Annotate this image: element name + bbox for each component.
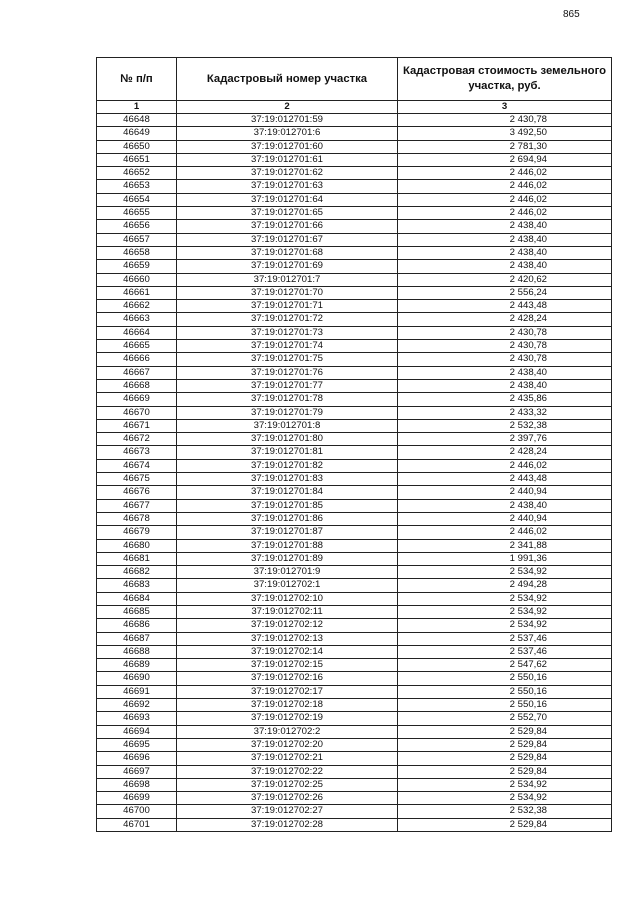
cadastral-number: 37:19:012701:71 [177, 300, 398, 313]
cadastral-value: 2 529,84 [398, 765, 612, 778]
table-row [97, 300, 612, 313]
cadastral-value: 2 446,02 [398, 193, 612, 206]
table-row [97, 699, 612, 712]
row-index: 46685 [97, 605, 177, 618]
table-row [97, 286, 612, 299]
cadastral-value: 2 550,16 [398, 672, 612, 685]
table-row [97, 486, 612, 499]
cadastral-value: 2 534,92 [398, 592, 612, 605]
row-index: 46661 [97, 286, 177, 299]
header-row [97, 58, 612, 101]
row-index: 46699 [97, 792, 177, 805]
row-index: 46673 [97, 446, 177, 459]
cadastral-number: 37:19:012702:11 [177, 605, 398, 618]
cadastral-value: 2 534,92 [398, 778, 612, 791]
table-row [97, 752, 612, 765]
cadastral-number: 37:19:012702:2 [177, 725, 398, 738]
cadastral-number: 37:19:012702:26 [177, 792, 398, 805]
cadastral-number: 37:19:012701:68 [177, 246, 398, 259]
cadastral-number: 37:19:012701:76 [177, 366, 398, 379]
row-index: 46675 [97, 473, 177, 486]
row-index: 46689 [97, 659, 177, 672]
cadastral-value: 2 550,16 [398, 685, 612, 698]
cadastral-value: 2 438,40 [398, 260, 612, 273]
cadastral-number: 37:19:012701:60 [177, 140, 398, 153]
table-row [97, 153, 612, 166]
cadastral-number: 37:19:012702:1 [177, 579, 398, 592]
column-number: 3 [398, 101, 612, 114]
cadastral-number: 37:19:012702:10 [177, 592, 398, 605]
cadastral-value: 2 532,38 [398, 805, 612, 818]
cadastral-value: 2 446,02 [398, 167, 612, 180]
cadastral-number: 37:19:012701:82 [177, 459, 398, 472]
cadastral-number: 37:19:012702:19 [177, 712, 398, 725]
table-row [97, 792, 612, 805]
table-row [97, 180, 612, 193]
table-row [97, 512, 612, 525]
cadastral-value: 2 550,16 [398, 699, 612, 712]
row-index: 46669 [97, 393, 177, 406]
row-index: 46663 [97, 313, 177, 326]
cadastral-value: 2 420,62 [398, 273, 612, 286]
row-index: 46674 [97, 459, 177, 472]
cadastral-number: 37:19:012701:83 [177, 473, 398, 486]
table-row [97, 566, 612, 579]
cadastral-number: 37:19:012701:80 [177, 433, 398, 446]
table-row [97, 127, 612, 140]
cadastral-number: 37:19:012701:73 [177, 326, 398, 339]
cadastral-value: 2 430,78 [398, 114, 612, 127]
row-index: 46695 [97, 738, 177, 751]
cadastral-value: 2 435,86 [398, 393, 612, 406]
table-row [97, 685, 612, 698]
row-index: 46654 [97, 193, 177, 206]
row-index: 46650 [97, 140, 177, 153]
cadastral-value: 2 438,40 [398, 499, 612, 512]
cadastral-value: 2 694,94 [398, 153, 612, 166]
row-index: 46690 [97, 672, 177, 685]
cadastral-value: 2 534,92 [398, 605, 612, 618]
row-index: 46658 [97, 246, 177, 259]
header-cadastral-value: Кадастровая стоимость земельного участка, руб. [398, 58, 612, 101]
row-index: 46681 [97, 552, 177, 565]
table-row [97, 805, 612, 818]
row-index: 46686 [97, 619, 177, 632]
row-index: 46664 [97, 326, 177, 339]
cadastral-number: 37:19:012701:63 [177, 180, 398, 193]
row-index: 46649 [97, 127, 177, 140]
row-index: 46667 [97, 366, 177, 379]
table-row [97, 632, 612, 645]
cadastral-number: 37:19:012702:25 [177, 778, 398, 791]
cadastral-value: 2 438,40 [398, 379, 612, 392]
cadastral-number: 37:19:012701:87 [177, 526, 398, 539]
table-row [97, 619, 612, 632]
row-index: 46657 [97, 233, 177, 246]
cadastral-value: 2 529,84 [398, 752, 612, 765]
column-number: 2 [177, 101, 398, 114]
cadastral-number: 37:19:012701:84 [177, 486, 398, 499]
cadastral-number: 37:19:012701:7 [177, 273, 398, 286]
cadastral-value: 2 438,40 [398, 246, 612, 259]
cadastral-number: 37:19:012701:72 [177, 313, 398, 326]
cadastral-number: 37:19:012701:70 [177, 286, 398, 299]
row-index: 46687 [97, 632, 177, 645]
table-row [97, 446, 612, 459]
cadastral-number: 37:19:012701:69 [177, 260, 398, 273]
table-row [97, 499, 612, 512]
cadastral-value: 2 446,02 [398, 459, 612, 472]
cadastral-value: 2 428,24 [398, 446, 612, 459]
cadastral-number: 37:19:012701:62 [177, 167, 398, 180]
table-row [97, 579, 612, 592]
cadastral-value: 2 341,88 [398, 539, 612, 552]
table-row [97, 246, 612, 259]
cadastral-value: 2 556,24 [398, 286, 612, 299]
row-index: 46676 [97, 486, 177, 499]
cadastral-number: 37:19:012702:17 [177, 685, 398, 698]
cadastral-number: 37:19:012701:74 [177, 340, 398, 353]
table-row [97, 818, 612, 831]
header-index: № п/п [97, 58, 177, 101]
row-index: 46693 [97, 712, 177, 725]
cadastral-value: 2 547,62 [398, 659, 612, 672]
cadastral-value: 2 529,84 [398, 738, 612, 751]
cadastral-value-table [96, 57, 612, 832]
table-row [97, 433, 612, 446]
row-index: 46684 [97, 592, 177, 605]
cadastral-value: 2 430,78 [398, 326, 612, 339]
table-row [97, 220, 612, 233]
cadastral-number: 37:19:012702:13 [177, 632, 398, 645]
table-row [97, 725, 612, 738]
cadastral-number: 37:19:012701:8 [177, 419, 398, 432]
row-index: 46688 [97, 645, 177, 658]
cadastral-value: 2 534,92 [398, 566, 612, 579]
cadastral-value: 2 446,02 [398, 526, 612, 539]
row-index: 46652 [97, 167, 177, 180]
cadastral-value: 2 430,78 [398, 340, 612, 353]
cadastral-number: 37:19:012702:28 [177, 818, 398, 831]
cadastral-value: 2 781,30 [398, 140, 612, 153]
table-row [97, 193, 612, 206]
row-index: 46655 [97, 207, 177, 220]
row-index: 46683 [97, 579, 177, 592]
table-row [97, 539, 612, 552]
cadastral-number: 37:19:012701:64 [177, 193, 398, 206]
cadastral-number: 37:19:012701:75 [177, 353, 398, 366]
cadastral-value: 2 440,94 [398, 512, 612, 525]
cadastral-value: 2 446,02 [398, 180, 612, 193]
cadastral-value: 2 433,32 [398, 406, 612, 419]
cadastral-value: 2 534,92 [398, 792, 612, 805]
table-row [97, 340, 612, 353]
row-index: 46666 [97, 353, 177, 366]
cadastral-number: 37:19:012702:22 [177, 765, 398, 778]
table-row [97, 379, 612, 392]
table-row [97, 419, 612, 432]
cadastral-value: 2 529,84 [398, 818, 612, 831]
cadastral-number: 37:19:012701:81 [177, 446, 398, 459]
cadastral-value: 2 428,24 [398, 313, 612, 326]
table-row [97, 273, 612, 286]
row-index: 46648 [97, 114, 177, 127]
cadastral-number: 37:19:012701:67 [177, 233, 398, 246]
cadastral-number: 37:19:012701:61 [177, 153, 398, 166]
table-row [97, 313, 612, 326]
cadastral-number: 37:19:012701:9 [177, 566, 398, 579]
cadastral-number: 37:19:012701:79 [177, 406, 398, 419]
table-row [97, 659, 612, 672]
cadastral-value: 2 446,02 [398, 207, 612, 220]
row-index: 46656 [97, 220, 177, 233]
row-index: 46670 [97, 406, 177, 419]
table-row [97, 207, 612, 220]
cadastral-number: 37:19:012701:85 [177, 499, 398, 512]
table-row [97, 765, 612, 778]
table-row [97, 326, 612, 339]
row-index: 46697 [97, 765, 177, 778]
cadastral-number: 37:19:012702:12 [177, 619, 398, 632]
page-number: 865 [563, 9, 580, 20]
cadastral-number: 37:19:012702:21 [177, 752, 398, 765]
table-row [97, 459, 612, 472]
row-index: 46692 [97, 699, 177, 712]
cadastral-value: 2 438,40 [398, 233, 612, 246]
cadastral-value: 2 438,40 [398, 220, 612, 233]
cadastral-number: 37:19:012701:78 [177, 393, 398, 406]
cadastral-number: 37:19:012701:65 [177, 207, 398, 220]
row-index: 46665 [97, 340, 177, 353]
cadastral-number: 37:19:012701:88 [177, 539, 398, 552]
cadastral-number: 37:19:012701:86 [177, 512, 398, 525]
row-index: 46679 [97, 526, 177, 539]
cadastral-value: 1 991,36 [398, 552, 612, 565]
table-row [97, 778, 612, 791]
table-row [97, 672, 612, 685]
table-row [97, 592, 612, 605]
row-index: 46651 [97, 153, 177, 166]
table-row [97, 552, 612, 565]
table-row [97, 114, 612, 127]
table-row [97, 645, 612, 658]
row-index: 46701 [97, 818, 177, 831]
cadastral-value: 2 534,92 [398, 619, 612, 632]
row-index: 46698 [97, 778, 177, 791]
row-index: 46653 [97, 180, 177, 193]
row-index: 46691 [97, 685, 177, 698]
column-number-row [97, 101, 612, 114]
cadastral-number: 37:19:012702:16 [177, 672, 398, 685]
cadastral-number: 37:19:012702:18 [177, 699, 398, 712]
cadastral-value: 2 532,38 [398, 419, 612, 432]
table-row [97, 712, 612, 725]
cadastral-number: 37:19:012701:89 [177, 552, 398, 565]
cadastral-number: 37:19:012701:6 [177, 127, 398, 140]
cadastral-value: 2 537,46 [398, 632, 612, 645]
cadastral-number: 37:19:012702:14 [177, 645, 398, 658]
table-row [97, 406, 612, 419]
row-index: 46700 [97, 805, 177, 818]
header-cadastral-number: Кадастровый номер участка [177, 58, 398, 101]
cadastral-number: 37:19:012702:20 [177, 738, 398, 751]
table-row [97, 366, 612, 379]
table-row [97, 140, 612, 153]
row-index: 46678 [97, 512, 177, 525]
table-row [97, 738, 612, 751]
cadastral-value: 2 443,48 [398, 473, 612, 486]
cadastral-value: 2 529,84 [398, 725, 612, 738]
cadastral-number: 37:19:012702:27 [177, 805, 398, 818]
cadastral-value: 2 537,46 [398, 645, 612, 658]
table-row [97, 526, 612, 539]
row-index: 46671 [97, 419, 177, 432]
row-index: 46660 [97, 273, 177, 286]
cadastral-value: 2 552,70 [398, 712, 612, 725]
table-row [97, 353, 612, 366]
row-index: 46677 [97, 499, 177, 512]
table-row [97, 605, 612, 618]
row-index: 46672 [97, 433, 177, 446]
table-row [97, 473, 612, 486]
row-index: 46662 [97, 300, 177, 313]
row-index: 46668 [97, 379, 177, 392]
table-row [97, 260, 612, 273]
table-row [97, 233, 612, 246]
cadastral-value: 2 397,76 [398, 433, 612, 446]
table-row [97, 167, 612, 180]
row-index: 46694 [97, 725, 177, 738]
cadastral-value: 2 443,48 [398, 300, 612, 313]
row-index: 46659 [97, 260, 177, 273]
cadastral-number: 37:19:012701:66 [177, 220, 398, 233]
column-number: 1 [97, 101, 177, 114]
cadastral-value: 2 494,28 [398, 579, 612, 592]
cadastral-value: 3 492,50 [398, 127, 612, 140]
cadastral-number: 37:19:012702:15 [177, 659, 398, 672]
cadastral-number: 37:19:012701:77 [177, 379, 398, 392]
row-index: 46696 [97, 752, 177, 765]
row-index: 46680 [97, 539, 177, 552]
cadastral-value: 2 438,40 [398, 366, 612, 379]
cadastral-number: 37:19:012701:59 [177, 114, 398, 127]
cadastral-value: 2 440,94 [398, 486, 612, 499]
table-row [97, 393, 612, 406]
cadastral-value: 2 430,78 [398, 353, 612, 366]
row-index: 46682 [97, 566, 177, 579]
